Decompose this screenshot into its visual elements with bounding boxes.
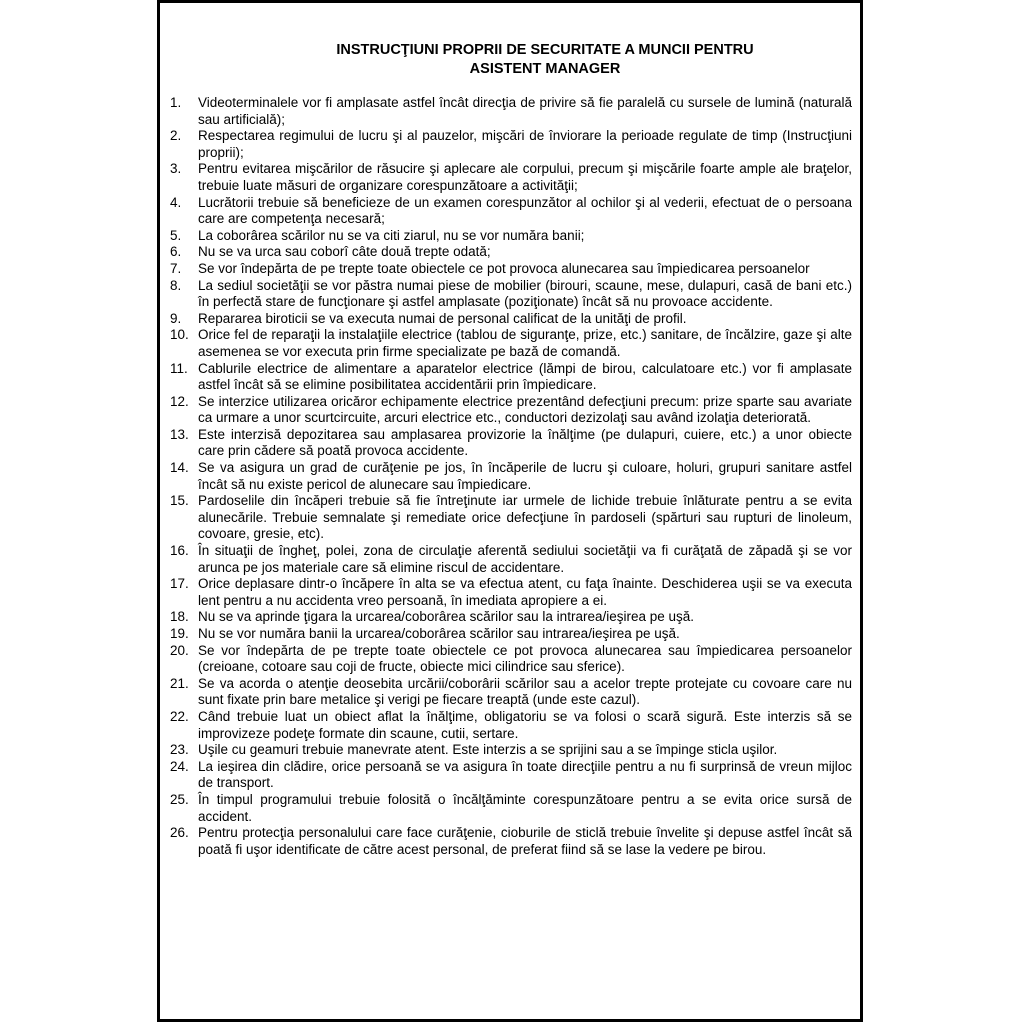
list-item-number: 10. (170, 327, 189, 343)
list-item-text: Nu se vor număra banii la urcarea/coborârea scărilor sau intrarea/ieşirea pe uşă. (198, 626, 680, 641)
list-item (170, 128, 852, 161)
list-item-number: 12. (170, 393, 189, 409)
list-item-number: 22. (170, 708, 189, 724)
title-line-1: INSTRUCŢIUNI PROPRII DE SECURITATE A MUNCII PENTRU (336, 42, 754, 58)
list-item-text: Respectarea regimului de lucru şi al pauzelor, mişcări de înviorare la perioade regulate de timp (Instrucţiuni proprii); (198, 128, 852, 160)
list-item-number: 25. (170, 791, 189, 807)
list-item-number: 16. (170, 543, 189, 559)
list-item-text: Se va asigura un grad de curăţenie pe jos, în încăperile de lucru şi culoare, holuri, grupuri sanitare astfel încât să nu existe pericol de alunecare sau împiedicare. (198, 460, 852, 492)
document-frame (157, 0, 863, 1022)
list-item-text: Repararea biroticii se va executa numai de personal calificat de la unităţi de profil. (198, 310, 687, 326)
list-item (170, 327, 852, 360)
list-item (170, 643, 852, 676)
list-item (170, 261, 852, 278)
list-item (170, 609, 852, 626)
list-item-number: 24. (170, 758, 189, 774)
list-item (170, 493, 852, 543)
list-item-text: Orice deplasare dintr-o încăpere în alta se va efectua atent, cu faţa înainte. Deschiderea uşii se va executa lent pentru a nu accidenta vreo persoană, în imediata apropiere a ei. (198, 576, 852, 608)
list-item-number: 8. (170, 277, 182, 293)
list-item-text: La ieşirea din clădire, orice persoană se va asigura în toate direcţiile pentru a nu fi surprinsă de vreun mijloc de transport. (198, 758, 852, 791)
list-item-number: 4. (170, 194, 182, 210)
list-item (170, 161, 852, 194)
list-item-text: Se vor îndepărta de pe trepte toate obiectele ce pot provoca alunecarea sau împiedicarea persoanelor (creioane, cotoare sau coji de fructe, obiecte mici cilindrice sau sferice). (198, 642, 852, 675)
instructions-list (170, 95, 852, 858)
list-item-text: Se vor îndepărta de pe trepte toate obiectele ce pot provoca alunecarea sau împiedicarea persoanelor (198, 260, 810, 276)
list-item-number: 14. (170, 460, 189, 476)
list-item (170, 427, 852, 460)
list-item-number: 18. (170, 609, 189, 625)
list-item-text: Lucrătorii trebuie să beneficieze de un examen corespunzător al ochilor şi al vederii, efectuat de o persoana care are competenţa necesară; (198, 194, 852, 227)
document-title (160, 41, 860, 79)
list-item-text: Este interzisă depozitarea sau amplasarea provizorie la înălţime (pe dulapuri, cuiere, etc.) a unor obiecte care prin cădere să poată provoca accidente. (198, 426, 852, 459)
list-item-text: La sediul societăţii se vor păstra numai piese de mobilier (birouri, scaune, mese, dulapuri, casă de bani etc.) în perfectă stare de funcţionare şi astfel amplasate (poziţionate) încât să nu provoace accidente. (198, 277, 852, 310)
list-item-text: Pardoselile din încăperi trebuie să fie întreţinute iar urmele de lichide trebuie înlăturate pentru a se evita alunecările. Trebuie semnalate şi remediate orice defecţiune în pardoseli (spărturi sau rupturi de linoleum, covoare, gresie, etc). (198, 493, 852, 542)
list-item-number: 21. (170, 675, 189, 691)
list-item-text: Orice fel de reparaţii la instalaţiile electrice (tablou de siguranţe, prize, etc.) sanitare, de încălzire, gaze şi alte asemenea se vor executa prin firme specializate pe bază de comandă. (198, 327, 852, 359)
list-item-text: Pentru evitarea mişcărilor de răsucire şi aplecare ale corpului, precum şi mişcările foarte ample ale braţelor, trebuie luate măsuri de organizare corespunzătoare a activităţii; (198, 161, 852, 193)
list-item (170, 626, 852, 643)
list-item-number: 23. (170, 742, 189, 758)
list-item-text: Se va acorda o atenţie deosebita urcării/coborârii scărilor sau a acelor trepte protejate cu covoare care nu sunt fixate prin bare metalice şi verigi pe fiecare treaptă (unde este cazul). (198, 675, 852, 708)
list-item (170, 742, 852, 759)
list-item-text: Cablurile electrice de alimentare a aparatelor electrice (lămpi de birou, calculatoare etc.) vor fi amplasate astfel încât să se elimine posibilitatea accidentării prin împiedicare. (198, 360, 852, 393)
list-item (170, 825, 852, 858)
list-item (170, 576, 852, 609)
list-item-number: 11. (170, 360, 188, 376)
list-item (170, 709, 852, 742)
list-item-number: 3. (170, 161, 182, 177)
list-item-text: Se interzice utilizarea oricăror echipamente electrice prezentând defecţiuni precum: prize sparte sau avariate ca urmare a unor scurtcircuite, arcuri electrice etc., conductori dezizolaţi sau având izolaţia deteriorată. (198, 393, 852, 426)
list-item-text: La coborârea scărilor nu se va citi ziarul, nu se vor număra banii; (198, 227, 585, 243)
list-item (170, 394, 852, 427)
list-item-number: 7. (170, 260, 182, 276)
list-item (170, 676, 852, 709)
list-item-number: 5. (170, 227, 182, 243)
list-item-number: 9. (170, 310, 182, 326)
list-item-number: 20. (170, 642, 189, 658)
list-item-number: 2. (170, 128, 182, 144)
list-item (170, 543, 852, 576)
list-item (170, 244, 852, 261)
list-item-number: 1. (170, 95, 182, 110)
list-item-number: 6. (170, 244, 182, 260)
list-item-number: 19. (170, 626, 189, 641)
list-item-number: 15. (170, 493, 189, 509)
list-item (170, 759, 852, 792)
list-item-number: 13. (170, 426, 189, 442)
list-item (170, 228, 852, 245)
list-item (170, 278, 852, 311)
list-item (170, 311, 852, 328)
list-item (170, 95, 852, 128)
list-item-text: În situaţii de îngheţ, polei, zona de circulaţie aferentă sediului societăţii va fi curăţată de zăpadă şi se vor arunca pe jos materiale care să elimine riscul de accidentare. (198, 543, 852, 575)
list-item-text: Când trebuie luat un obiect aflat la înălţime, obligatoriu se va folosi o scară sigură. Este interzis să se improvizeze podeţe formate din scaune, cutii, sertare. (198, 708, 852, 741)
list-item-text: Nu se va aprinde ţigara la urcarea/coborârea scărilor sau la intrarea/ieşirea pe uşă. (198, 609, 695, 625)
list-item-number: 26. (170, 825, 189, 841)
list-item (170, 792, 852, 825)
list-item (170, 195, 852, 228)
list-item-text: Pentru protecţia personalului care face curăţenie, cioburile de sticlă trebuie învelite şi depuse astfel încât să poată fi uşor identificate de către acest personal, de preferat fiind să se lase la vedere pe birou. (198, 825, 852, 857)
list-item-text: În timpul programului trebuie folosită o încălţăminte corespunzătoare pentru a se evita orice sursă de accident. (198, 791, 852, 824)
list-item (170, 460, 852, 493)
list-item (170, 361, 852, 394)
title-line-2: ASISTENT MANAGER (469, 61, 621, 77)
list-item-text: Videoterminalele vor fi amplasate astfel încât direcţia de privire să fie paralelă cu sursele de lumină (naturală sau artificială); (198, 95, 852, 127)
list-item-text: Nu se va urca sau coborî câte două trepte odată; (198, 244, 491, 260)
list-item-text: Uşile cu geamuri trebuie manevrate atent. Este interzis a se sprijini sau a se împinge sticla uşilor. (198, 742, 778, 758)
list-item-number: 17. (170, 576, 189, 592)
